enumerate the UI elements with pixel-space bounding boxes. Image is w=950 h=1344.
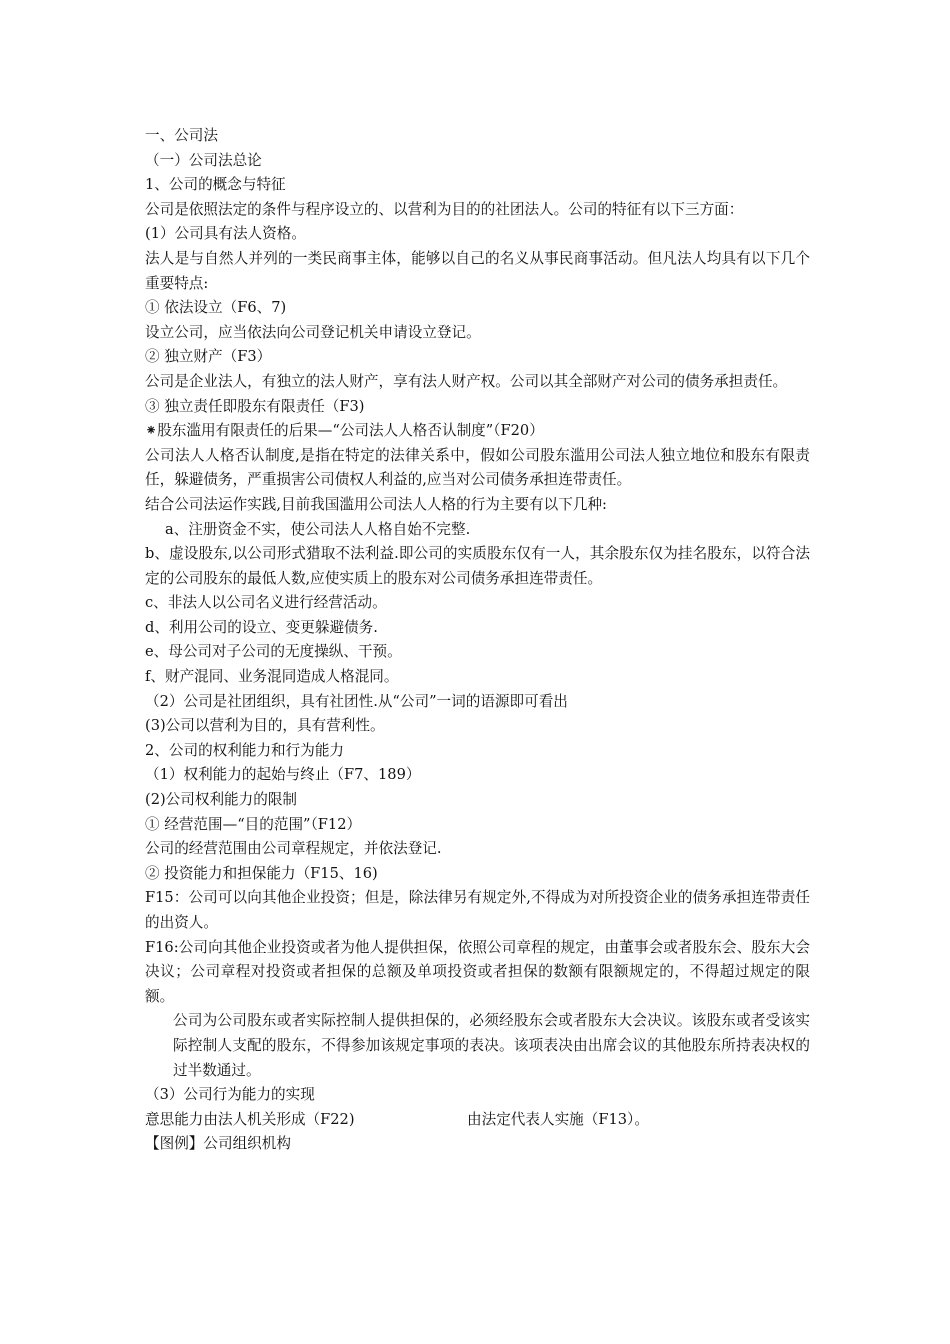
list-item: (2)公司权利能力的限制: [145, 791, 298, 809]
paragraph: F15：公司可以向其他企业投资；但是，除法律另有规定外,不得成为对所投资企业的债务承担连带责任的出资人。: [145, 889, 810, 931]
list-item: (3)公司以营利为目的，具有营利性。: [145, 717, 385, 735]
paragraph: 公司是依照法定的条件与程序设立的、以营利为目的的社团法人。公司的特征有以下三方面：: [145, 200, 744, 218]
list-item: e、母公司对子公司的无度操纵、干预。: [145, 643, 402, 661]
split-line: [145, 1108, 810, 1133]
list-item: ② 投资能力和担保能力（F15、16): [145, 864, 378, 882]
paragraph: 结合公司法运作实践,目前我国滥用公司法人人格的行为主要有以下几种:: [145, 495, 607, 513]
list-item: （2）公司是社团组织，具有社团性.从“公司”一词的语源即可看出: [145, 692, 568, 710]
document-page: [145, 124, 810, 1157]
paragraph: 公司的经营范围由公司章程规定，并依法登记.: [145, 840, 442, 858]
list-item: a、注册资金不实，使公司法人人格自始不完整.: [165, 520, 471, 538]
list-item: ② 独立财产（F3）: [145, 348, 272, 366]
topic-heading: 1、公司的概念与特征: [145, 176, 286, 194]
list-item: ① 经营范围—“目的范围”（F12）: [145, 815, 362, 833]
list-item: ③ 独立责任即股东有限责任（F3): [145, 397, 365, 415]
subsection-heading: （一）公司法总论: [145, 151, 262, 169]
paragraph: 公司法人人格否认制度,是指在特定的法律关系中，假如公司股东滥用公司法人独立地位和股东有限责任，躲避债务，严重损害公司债权人利益的,应当对公司债务承担连带责任。: [145, 446, 810, 489]
paragraph: 法人是与自然人并列的一类民商事主体，能够以自己的名义从事民商事活动。但凡法人均具有以下几个重要特点:: [145, 249, 810, 292]
section-heading: 一、公司法: [145, 127, 218, 144]
list-item: (1）公司具有法人资格。: [145, 225, 306, 243]
list-item: d、利用公司的设立、变更躲避债务.: [145, 618, 378, 636]
list-item: （3）公司行为能力的实现: [145, 1086, 315, 1104]
list-item: ① 依法设立（F6、7): [145, 299, 287, 317]
list-item: （1）权利能力的起始与终止（F7、189）: [145, 766, 421, 784]
note-item: ⁕股东滥用有限责任的后果—“公司法人人格否认制度”（F20）: [145, 422, 544, 440]
split-line-left: 意思能力由法人机关形成（F22): [145, 1110, 355, 1128]
paragraph: 设立公司，应当依法向公司登记机关申请设立登记。: [145, 323, 481, 341]
paragraph: 公司为公司股东或者实际控制人提供担保的，必须经股东会或者股东大会决议。该股东或者受该实际控制人支配的股东，不得参加该规定事项的表决。该项表决由出席会议的其他股东所持表决权的过半数通过。: [173, 1012, 810, 1079]
list-item: c、非法人以公司名义进行经营活动。: [145, 594, 387, 612]
paragraph: 公司是企业法人，有独立的法人财产，享有法人财产权。公司以其全部财产对公司的债务承担责任。: [145, 372, 788, 390]
split-line-right: 由法定代表人实施（F13）。: [467, 1110, 649, 1128]
topic-heading: 2、公司的权利能力和行为能力: [145, 741, 345, 759]
list-item: b、虚设股东,以公司形式猎取不法利益.即公司的实质股东仅有一人，其余股东仅为挂名股东，以符合法定的公司股东的最低人数,应使实质上的股东对公司债务承担连带责任。: [145, 545, 810, 587]
figure-caption: 【图例】公司组织机构: [145, 1135, 291, 1153]
paragraph: F16:公司向其他企业投资或者为他人提供担保，依照公司章程的规定，由董事会或者股东会、股东大会决议；公司章程对投资或者担保的总额及单项投资或者担保的数额有限额规定的，不得超过规定的限额。: [145, 938, 810, 1005]
list-item: f、财产混同、业务混同造成人格混同。: [145, 668, 399, 686]
